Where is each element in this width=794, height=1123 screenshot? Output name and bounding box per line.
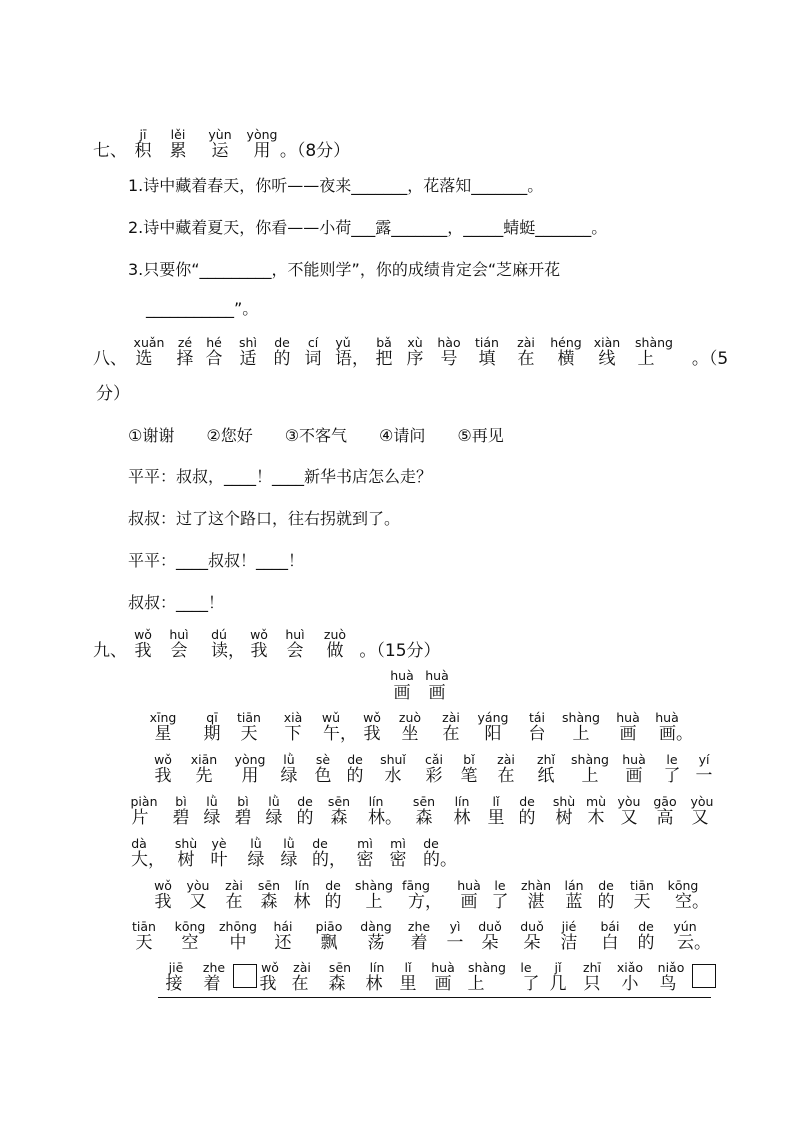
title-char: 画 xyxy=(428,683,446,703)
pinyin: huà xyxy=(622,752,646,767)
pinyin: zé xyxy=(177,335,193,350)
pinyin: wǒ xyxy=(261,960,279,975)
heading-char: 上 xyxy=(637,349,655,369)
char: 一 xyxy=(695,766,713,786)
pinyin: yáng xyxy=(477,710,509,725)
pinyin: shàng xyxy=(562,710,600,725)
char: 林 xyxy=(453,808,471,828)
pinyin: xuǎn xyxy=(133,335,165,350)
pinyin: huà xyxy=(425,668,449,683)
pinyin: fāng xyxy=(402,878,430,893)
char: 一 xyxy=(446,933,464,953)
char: 下 xyxy=(284,724,302,744)
pinyin: zài xyxy=(497,752,515,767)
pinyin: lěi xyxy=(170,127,186,142)
pinyin: wǒ xyxy=(154,878,172,893)
pinyin: de xyxy=(312,836,328,851)
pinyin: gāo xyxy=(653,794,677,809)
pinyin: yòng xyxy=(234,752,266,767)
pinyin: shàng xyxy=(468,960,506,975)
pinyin: le xyxy=(666,752,678,767)
pinyin: zài xyxy=(225,878,243,893)
char: 我 xyxy=(154,766,172,786)
pinyin: le xyxy=(520,960,532,975)
pinyin: de xyxy=(297,794,313,809)
pinyin: shàng xyxy=(571,752,609,767)
char: 天 xyxy=(633,892,651,912)
char: 高 xyxy=(656,808,674,828)
pinyin: qī xyxy=(206,710,218,725)
section-number: 七、 xyxy=(93,141,127,161)
heading-char: 选 xyxy=(135,349,153,369)
char: 荡 xyxy=(367,933,385,953)
pinyin: yí xyxy=(698,752,710,767)
char: 的 xyxy=(518,808,536,828)
char: 森 xyxy=(415,808,433,828)
char: 朵 xyxy=(481,933,499,953)
pinyin: jié xyxy=(561,919,577,934)
char: 的 xyxy=(296,808,314,828)
pinyin: yún xyxy=(673,919,697,934)
char: 上 xyxy=(581,766,599,786)
pinyin: xù xyxy=(407,335,423,350)
pinyin: duǒ xyxy=(520,919,544,934)
char: 森 xyxy=(260,892,278,912)
char: 密 xyxy=(389,850,407,870)
pinyin: lǜ xyxy=(283,752,295,767)
pinyin: yòu xyxy=(186,878,210,893)
char: 的。 xyxy=(423,850,457,870)
char: 我 xyxy=(259,974,277,994)
dialog-line: 平平：叔叔，____！____新华书店怎么走？ xyxy=(128,467,433,486)
char: 的 xyxy=(597,892,615,912)
pinyin: lǜ xyxy=(268,794,280,809)
char: 叶 xyxy=(210,850,228,870)
pinyin: tián xyxy=(475,335,499,350)
pinyin: yè xyxy=(211,836,227,851)
char: 色 xyxy=(314,766,332,786)
char: 彩 xyxy=(425,766,443,786)
pinyin: dú xyxy=(211,627,227,642)
char: 鸟 xyxy=(659,974,677,994)
pinyin: yùn xyxy=(208,127,232,142)
answer-box[interactable] xyxy=(692,964,716,988)
char: 我 xyxy=(154,892,172,912)
char: 水 xyxy=(384,766,402,786)
char: 碧 xyxy=(234,808,252,828)
text-char-row xyxy=(0,933,794,955)
pinyin: niǎo xyxy=(657,960,685,975)
pinyin: cǎi xyxy=(424,752,444,767)
char: 大， xyxy=(131,850,165,870)
char: 小 xyxy=(621,974,639,994)
pinyin: dà xyxy=(131,836,147,851)
pinyin: mù xyxy=(585,794,607,809)
char: 湛 xyxy=(527,892,545,912)
pinyin: duǒ xyxy=(478,919,502,934)
section-number: 九、 xyxy=(93,641,127,661)
char: 白 xyxy=(601,933,619,953)
heading-char: 适 xyxy=(239,349,257,369)
pinyin: de xyxy=(274,335,290,350)
char: 空 xyxy=(181,933,199,953)
char: 阳 xyxy=(484,724,502,744)
pinyin: bǎ xyxy=(376,335,392,350)
char: 在 xyxy=(225,892,243,912)
char: 的 xyxy=(324,892,342,912)
char: 纸 xyxy=(537,766,555,786)
char: 绿 xyxy=(247,850,265,870)
sec7-item-3-cont: ___________”。 xyxy=(146,299,259,318)
score: 。（15分） xyxy=(359,641,441,661)
pinyin: huà xyxy=(655,710,679,725)
pinyin: yòu xyxy=(690,794,714,809)
heading-char: 的 xyxy=(273,349,291,369)
char: 绿 xyxy=(203,808,221,828)
pinyin: zhī xyxy=(583,960,601,975)
pinyin: zuò xyxy=(323,627,347,642)
heading-char: 语， xyxy=(335,349,369,369)
pinyin: lín xyxy=(454,794,470,809)
char: 用 xyxy=(241,766,259,786)
pinyin: hé xyxy=(206,335,222,350)
pinyin: xià xyxy=(283,710,303,725)
dialog-line: 平平：____叔叔！____！ xyxy=(128,551,305,570)
char: 又 xyxy=(691,808,709,828)
char: 着 xyxy=(410,933,428,953)
pinyin: wǒ xyxy=(250,627,268,642)
pinyin: tái xyxy=(528,710,546,725)
pinyin: zài xyxy=(293,960,311,975)
pinyin: shì xyxy=(239,335,257,350)
char: 云。 xyxy=(677,933,711,953)
bottom-rule xyxy=(158,997,711,998)
char: 密 xyxy=(356,850,374,870)
heading-char: 会 xyxy=(170,641,188,661)
pinyin: mì xyxy=(357,836,373,851)
char: 期 xyxy=(203,724,221,744)
pinyin: de xyxy=(638,919,654,934)
pinyin: de xyxy=(598,878,614,893)
char: 画 xyxy=(434,974,452,994)
pinyin: kōng xyxy=(667,878,699,893)
pinyin: kōng xyxy=(174,919,206,934)
text-char-row xyxy=(0,892,794,914)
sec8-heading xyxy=(0,349,794,371)
pinyin: wǒ xyxy=(134,627,152,642)
heading-char: 我 xyxy=(250,641,268,661)
char: 的 xyxy=(637,933,655,953)
pinyin: de xyxy=(325,878,341,893)
char: 洁 xyxy=(560,933,578,953)
pinyin: yǔ xyxy=(335,335,351,350)
dialog-line: 叔叔：过了这个路口，往右拐就到了。 xyxy=(128,509,401,528)
char: 几 xyxy=(549,974,567,994)
dialog-line: 叔叔：____！ xyxy=(128,593,225,612)
char: 上 xyxy=(572,724,590,744)
pinyin: huà xyxy=(616,710,640,725)
text-char-row xyxy=(0,850,794,872)
pinyin: tiān xyxy=(132,919,156,934)
pinyin: sēn xyxy=(328,960,352,975)
pinyin: piàn xyxy=(130,794,158,809)
char: 星 xyxy=(154,724,172,744)
pinyin: zhe xyxy=(407,919,431,934)
char: 飘 xyxy=(320,933,338,953)
char: 了 xyxy=(663,766,681,786)
heading-char: 我 xyxy=(134,641,152,661)
char: 又 xyxy=(620,808,638,828)
sec7-heading xyxy=(0,141,794,163)
pinyin: xiān xyxy=(190,752,218,767)
pinyin: huà xyxy=(431,960,455,975)
pinyin: zuò xyxy=(398,710,422,725)
char: 又 xyxy=(189,892,207,912)
pinyin: lín xyxy=(294,878,310,893)
pinyin: sēn xyxy=(412,794,436,809)
title-char: 画 xyxy=(393,683,411,703)
heading-char: 做 xyxy=(326,641,344,661)
word-options: ①谢谢 ②您好 ③不客气 ④请问 ⑤再见 xyxy=(128,426,504,445)
pinyin: héng xyxy=(550,335,582,350)
char: 森 xyxy=(328,974,346,994)
pinyin: zhe xyxy=(202,960,226,975)
pinyin: lǜ xyxy=(250,836,262,851)
answer-box[interactable] xyxy=(233,964,257,988)
pinyin: yòng xyxy=(246,127,278,142)
heading-char: 会 xyxy=(286,641,304,661)
pinyin: lǐ xyxy=(492,794,500,809)
heading-char: 序 xyxy=(406,349,424,369)
pinyin: tiān xyxy=(237,710,261,725)
pinyin: bǐ xyxy=(463,752,475,767)
pinyin: shàng xyxy=(635,335,673,350)
score: 。（5 xyxy=(691,349,729,369)
pinyin: zhōng xyxy=(219,919,257,934)
char: 里 xyxy=(399,974,417,994)
heading-char: 用 xyxy=(253,141,271,161)
pinyin: lǜ xyxy=(283,836,295,851)
char: 的， xyxy=(312,850,346,870)
pinyin: sè xyxy=(315,752,331,767)
char: 的 xyxy=(346,766,364,786)
char: 上 xyxy=(467,974,485,994)
char: 绿 xyxy=(280,850,298,870)
pinyin: jī xyxy=(139,127,147,142)
pinyin: huì xyxy=(169,627,189,642)
pinyin: zhǐ xyxy=(537,752,555,767)
pinyin: xīng xyxy=(149,710,177,725)
pinyin: shù xyxy=(174,836,198,851)
pinyin: lín xyxy=(368,794,384,809)
char: 画 xyxy=(625,766,643,786)
pinyin: huà xyxy=(390,668,414,683)
char: 画。 xyxy=(659,724,693,744)
text-char-row xyxy=(0,974,794,996)
char: 里 xyxy=(487,808,505,828)
char: 只 xyxy=(583,974,601,994)
char: 绿 xyxy=(265,808,283,828)
pinyin: shuǐ xyxy=(380,752,406,767)
char: 蓝 xyxy=(565,892,583,912)
heading-char: 择 xyxy=(176,349,194,369)
char: 中 xyxy=(229,933,247,953)
sec8-score-cont: 分） xyxy=(96,384,130,404)
heading-char: 号 xyxy=(440,349,458,369)
pinyin: zài xyxy=(517,335,535,350)
pinyin: hào xyxy=(437,335,461,350)
char: 台 xyxy=(528,724,546,744)
pinyin: zài xyxy=(442,710,460,725)
pinyin: huì xyxy=(285,627,305,642)
char: 午， xyxy=(323,724,357,744)
pinyin: piāo xyxy=(315,919,343,934)
char: 画 xyxy=(460,892,478,912)
char: 我 xyxy=(363,724,381,744)
pinyin: lǜ xyxy=(206,794,218,809)
char: 木 xyxy=(587,808,605,828)
pinyin: bì xyxy=(237,794,249,809)
pinyin: sēn xyxy=(327,794,351,809)
heading-char: 合 xyxy=(205,349,223,369)
text-char-row xyxy=(0,808,794,830)
char: 了 xyxy=(491,892,509,912)
char: 上 xyxy=(365,892,383,912)
pinyin: cí xyxy=(307,335,319,350)
char: 方， xyxy=(408,892,442,912)
pinyin: xiàn xyxy=(593,335,621,350)
sec7-item-3: 3.只要你“_________，不能则学”，你的成绩肯定会“芝麻开花 xyxy=(128,260,561,279)
char: 在 xyxy=(442,724,460,744)
char: 空。 xyxy=(675,892,709,912)
pinyin: wǒ xyxy=(154,752,172,767)
char: 先 xyxy=(195,766,213,786)
heading-char: 在 xyxy=(517,349,535,369)
heading-char: 运 xyxy=(211,141,229,161)
char: 碧 xyxy=(172,808,190,828)
char: 片 xyxy=(131,808,149,828)
pinyin: tiān xyxy=(630,878,654,893)
pinyin: bái xyxy=(600,919,620,934)
char: 笔 xyxy=(460,766,478,786)
pinyin: lǐ xyxy=(404,960,412,975)
pinyin: shàng xyxy=(355,878,393,893)
pinyin: sēn xyxy=(257,878,281,893)
sec7-item-1: 1.诗中藏着春天，你听——夜来_______，花落知_______。 xyxy=(128,176,544,195)
text-char-row xyxy=(0,766,794,788)
heading-char: 积 xyxy=(134,141,152,161)
pinyin: de xyxy=(347,752,363,767)
char: 画 xyxy=(619,724,637,744)
pinyin: yòu xyxy=(617,794,641,809)
char: 还 xyxy=(274,933,292,953)
pinyin: bì xyxy=(175,794,187,809)
heading-char: 填 xyxy=(478,349,496,369)
sec7-item-2: 2.诗中藏着夏天，你看——小荷___露_______，_____蜻蜓_______。 xyxy=(128,218,608,237)
pinyin: de xyxy=(519,794,535,809)
char: 接 xyxy=(165,974,183,994)
char: 森 xyxy=(330,808,348,828)
char: 林 xyxy=(365,974,383,994)
pinyin: de xyxy=(423,836,439,851)
pinyin: lán xyxy=(564,878,584,893)
pinyin: jiē xyxy=(168,960,184,975)
sec9-heading xyxy=(0,641,794,663)
pinyin: hái xyxy=(273,919,293,934)
pinyin: xiǎo xyxy=(616,960,644,975)
char: 坐 xyxy=(401,724,419,744)
pinyin: wǒ xyxy=(363,710,381,725)
pinyin: jǐ xyxy=(554,960,562,975)
char: 天 xyxy=(135,933,153,953)
poem-title xyxy=(0,683,794,705)
heading-char: 线 xyxy=(598,349,616,369)
char: 在 xyxy=(497,766,515,786)
heading-char: 横 xyxy=(557,349,575,369)
char: 林 xyxy=(293,892,311,912)
heading-char: 把 xyxy=(375,349,393,369)
char: 了 xyxy=(522,974,540,994)
char: 朵 xyxy=(523,933,541,953)
pinyin: lín xyxy=(369,960,385,975)
char: 在 xyxy=(291,974,309,994)
char: 林。 xyxy=(368,808,402,828)
pinyin: mì xyxy=(390,836,406,851)
char: 绿 xyxy=(280,766,298,786)
char: 天 xyxy=(240,724,258,744)
pinyin: yì xyxy=(449,919,461,934)
pinyin: le xyxy=(494,878,506,893)
score: 。（8分） xyxy=(279,141,351,161)
text-char-row xyxy=(0,724,794,746)
heading-char: 累 xyxy=(169,141,187,161)
char: 着 xyxy=(203,974,221,994)
char: 树 xyxy=(177,850,195,870)
section-number: 八、 xyxy=(93,349,127,369)
pinyin: dàng xyxy=(360,919,392,934)
pinyin: zhàn xyxy=(520,878,552,893)
pinyin: wǔ xyxy=(321,710,341,725)
char: 树 xyxy=(555,808,573,828)
heading-char: 读， xyxy=(211,641,245,661)
pinyin: shù xyxy=(552,794,576,809)
heading-char: 词 xyxy=(304,349,322,369)
pinyin: huà xyxy=(457,878,481,893)
